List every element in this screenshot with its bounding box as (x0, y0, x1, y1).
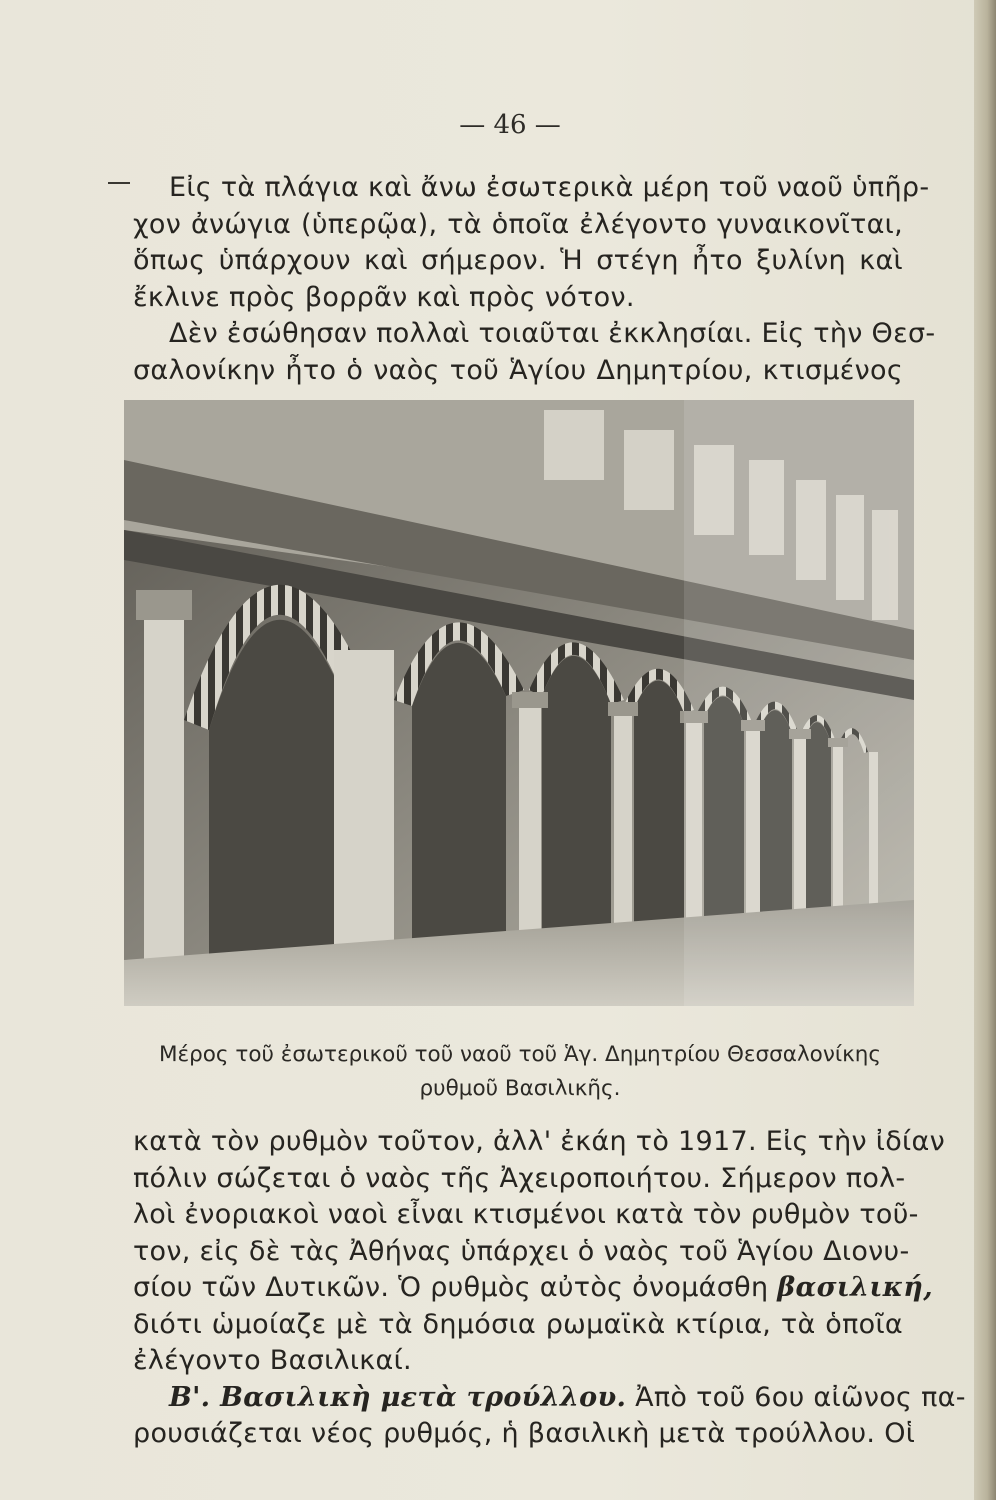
text-line: ὅπως ὑπάρχουν καὶ σήμερον. Ἡ στέγη ἦτο ξυλίνη καὶ (133, 245, 903, 276)
margin-mark (108, 182, 130, 184)
text-bottom (133, 1124, 966, 1453)
text-line (133, 1270, 933, 1307)
text-line: σαλονίκην ἦτο ὁ ναὸς τοῦ Ἁγίου Δημητρίου, κτισμένος (133, 354, 903, 386)
text-line: ρουσιάζεται νέος ρυθμός, ἡ βασιλικὴ μετὰ τρούλλου. Οἱ (133, 1418, 916, 1449)
basilica-photo (124, 400, 914, 1006)
paragraph-2 (133, 316, 936, 389)
text-line: κατὰ τὸν ρυθμὸν τοῦτον, ἀλλ' ἐκάη τὸ 1917. Εἰς τὴν ἰδίαν (133, 1126, 945, 1157)
text-line: ἔκλινε πρὸς βορρᾶν καὶ πρὸς νότον. (133, 281, 635, 313)
page-edge (974, 0, 996, 1500)
text-line: λοὶ ἐνοριακοὶ ναοὶ εἶναι κτισμένοι κατὰ τὸν ρυθμὸν τοῦ- (133, 1199, 919, 1230)
text-line (133, 1380, 966, 1417)
text-line: ἐλέγοντο Βασιλικαί. (133, 1345, 412, 1376)
paragraph-1 (133, 170, 930, 316)
section-heading: Β'. Βασιλικὴ μετὰ τρούλλου. (169, 1381, 627, 1413)
text-segment: Ἀπὸ τοῦ 6ου αἰῶνος πα- (626, 1381, 966, 1413)
text-line: διότι ὡμοίαζε μὲ τὰ δημόσια ρωμαϊκὰ κτίρια, τὰ ὁποῖα (133, 1308, 903, 1340)
page-number: — 46 — (459, 110, 561, 140)
text-segment: σίου τῶν Δυτικῶν. Ὁ ρυθμὸς αὐτὸς ὀνομάσθη (133, 1272, 778, 1303)
text-top (133, 170, 936, 389)
text-line: πόλιν σώζεται ὁ ναὸς τῆς Ἀχειροποιήτου. Σήμερον πολ- (133, 1162, 906, 1194)
arcade-illustration (124, 400, 914, 1006)
text-line: τον, εἰς δὲ τὰς Ἀθήνας ὑπάρχει ὁ ναὸς τοῦ Ἁγίου Διονυ- (133, 1235, 910, 1267)
text-line: χον ἀνώγια (ὑπερῷα), τὰ ὁποῖα ἐλέγοντο γυναικονῖται, (133, 208, 903, 240)
text-line: Δὲν ἐσώθησαν πολλαὶ τοιαῦται ἐκκλησίαι. Εἰς τὴν Θεσ- (169, 318, 936, 349)
emphasis-word: βασιλική, (777, 1272, 933, 1303)
figure-caption (120, 1038, 920, 1106)
text-line: Εἰς τὰ πλάγια καὶ ἄνω ἐσωτερικὰ μέρη τοῦ ναοῦ ὑπῆρ- (169, 172, 930, 203)
caption-line: ρυθμοῦ Βασιλικῆς. (419, 1076, 621, 1101)
caption-line: Μέρος τοῦ ἐσωτερικοῦ τοῦ ναοῦ τοῦ Ἁγ. Δημητρίου Θεσσαλονίκης (158, 1042, 882, 1067)
